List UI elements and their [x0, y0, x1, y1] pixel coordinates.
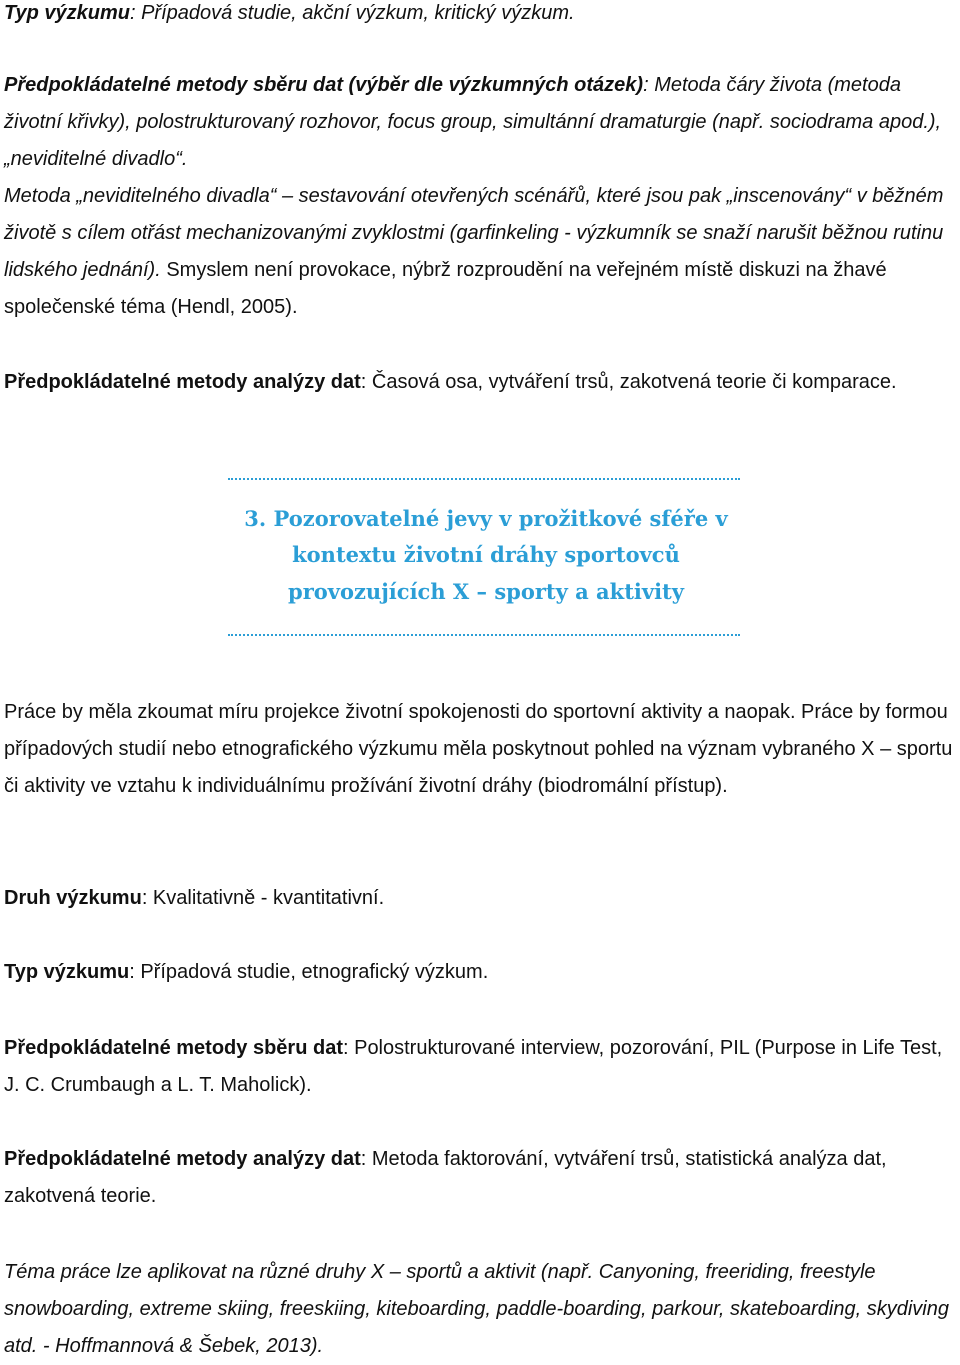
research-type-paragraph-2 — [4, 954, 954, 991]
data-collection-label-2: Předpokládatelné metody sběru dat — [4, 1037, 343, 1059]
data-analysis-label-2: Předpokládatelné metody analýzy dat — [4, 1148, 361, 1170]
invisible-theatre-paragraph — [4, 178, 954, 326]
data-collection-text-2: : Polostrukturované interview, pozorování, PIL (Purpose in Life Test, J. C. Crumbaugh a L. T. Maholick). — [4, 1037, 943, 1096]
research-kind-paragraph — [4, 880, 954, 917]
research-type-label-2: Typ výzkumu — [4, 961, 130, 983]
section-heading-line-3: provozujících X – sporty a aktivity — [288, 579, 684, 604]
data-collection-paragraph-2 — [4, 1030, 954, 1104]
research-type-text: : Případová studie, akční výzkum, kritický výzkum. — [129, 2, 575, 24]
data-collection-text: : Metoda čáry života (metoda životní křivky), polostrukturovaný rozhovor, focus group, simultánní dramaturgie (např. sociodrama apod.), „neviditelné divadlo“. — [4, 74, 942, 170]
data-analysis-label: Předpokládatelné metody analýzy dat — [4, 371, 361, 393]
research-kind-label: Druh výzkumu — [4, 887, 142, 909]
invisible-theatre-text: Metoda „neviditelného divadla“ – sestavování otevřených scénářů, které jsou pak „inscenovány“ v běžném životě s cílem otřást mechanizovanými zvyklostmi (garfinkeling - výzkumník se snaží narušit běžnou rutinu lidského jednání). — [4, 185, 944, 281]
topic-application-paragraph: Téma práce lze aplikovat na různé druhy X – sportů a aktivit (např. Canyoning, freeriding, freestyle snowboarding, extreme skiing, freeskiing, kiteboarding, paddle-boarding, parkour, skateboarding, skydiving atd. - Hoffmannová & Šebek, 2013). — [4, 1261, 949, 1357]
data-analysis-text-2: : Metoda faktorování, vytváření trsů, statistická analýza dat, zakotvená teorie. — [4, 1148, 887, 1207]
purpose-text: Smyslem není provokace, nýbrž rozproudění na veřejném místě diskuzi na žhavé společenské téma (Hendl, 2005). — [4, 259, 887, 318]
top-dotted-rule — [228, 478, 740, 480]
data-analysis-paragraph-1 — [4, 364, 954, 401]
intro-paragraph: Práce by měla zkoumat míru projekce životní spokojenosti do sportovní aktivity a naopak. Práce by formou případových studií nebo etnografického výzkumu měla poskytnout pohled na význam vybraného X – sportu či aktivity ve vztahu k individuálnímu prožívání životní dráhy (biodromální přístup). — [4, 701, 953, 797]
data-collection-paragraph-1 — [4, 67, 954, 178]
research-type-text-2: : Případová studie, etnografický výzkum. — [129, 961, 489, 983]
section-heading-line-2: kontextu životní dráhy sportovců — [292, 542, 680, 567]
data-collection-label: Předpokládatelné metody sběru dat (výběr dle výzkumných otázek) — [4, 74, 644, 96]
data-analysis-text: : Časová osa, vytváření trsů, zakotvená teorie či komparace. — [360, 371, 897, 393]
research-kind-text: : Kvalitativně - kvantitativní. — [141, 887, 385, 909]
research-type-paragraph-1 — [4, 0, 954, 32]
section-heading-line-1: 3. Pozorovatelné jevy v prožitkové sféře v — [244, 506, 728, 531]
research-type-label: Typ výzkumu — [4, 2, 130, 24]
bottom-dotted-rule — [228, 634, 740, 636]
data-analysis-paragraph-2 — [4, 1141, 954, 1215]
